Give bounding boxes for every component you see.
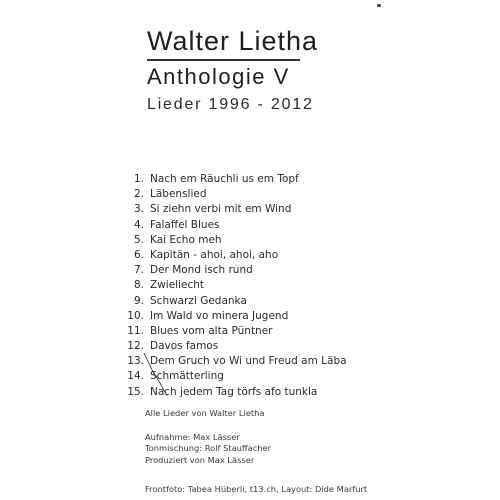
track-title: Läbenslied [150,188,207,201]
title-divider [147,59,300,61]
track-number: 12. [127,340,144,353]
track-number: 9. [133,294,144,307]
track-title: Dem Gruch vo Wi und Freud am Läba [150,355,347,368]
track-title: Nach em Räuchli us em Topf [150,173,299,185]
title-block [147,26,318,115]
track-title: Im Wald vo minera Jugend [150,309,289,322]
songwriter-credit: Alle Lieder von Walter Lietha [145,408,265,418]
track-number: 8. [133,279,144,292]
track-item [118,218,347,233]
track-number: 3. [133,203,144,216]
track-number: 5. [133,233,144,246]
track-title: Schmätterling [150,370,224,383]
track-item [118,187,347,202]
track-title: Kai Echo meh [150,233,222,246]
track-number: 4. [133,218,144,231]
track-item [118,172,347,187]
album-subtitle: Lieder 1996 - 2012 [147,95,314,113]
footer-credits: Frontfoto: Tabea Hüberli, t13.ch, Layout: Dide Marfurt [145,484,368,494]
track-title: Kapitän - ahoi, ahoi, aho [150,248,279,261]
track-item [118,324,347,339]
track-number: 1. [133,173,144,185]
track-item [118,278,347,293]
track-number: 13. [127,355,144,368]
track-number: 14. [127,370,144,383]
track-number: 7. [133,264,144,277]
credits-block [145,408,271,466]
track-number: 10. [127,309,144,322]
track-item [118,263,347,278]
track-title: Zwieliecht [150,279,204,292]
track-title: Blues vom alta Püntner [150,324,273,337]
recording-credit: Aufnahme: Max Lässer [145,432,240,443]
track-title: Schwarzi Gedanka [150,294,247,307]
pen-scribble-mark [140,350,180,400]
track-item [118,294,347,309]
paper-speck [377,4,381,7]
track-title: Der Mond isch rund [150,264,253,277]
track-item [118,202,347,217]
track-number: 2. [133,188,144,201]
track-number: 6. [133,248,144,261]
track-item [118,309,347,324]
production-credit: Produziert von Max Lässer [145,454,255,465]
track-title: Davos famos [150,340,219,353]
track-number: 15. [127,385,144,398]
artist-name: Walter Lietha [147,26,319,56]
track-item [118,248,347,263]
mixing-credit: Tonmischung: Rolf Stauffacher [145,443,272,454]
track-title: Nach jedem Tag törfs afo tunkla [150,385,318,398]
track-title: Si ziehn verbi mit em Wind [150,203,292,216]
track-item [118,233,347,248]
track-title: Falaffel Blues [150,218,220,231]
track-number: 11. [127,324,144,337]
album-title: Anthologie V [147,63,290,89]
